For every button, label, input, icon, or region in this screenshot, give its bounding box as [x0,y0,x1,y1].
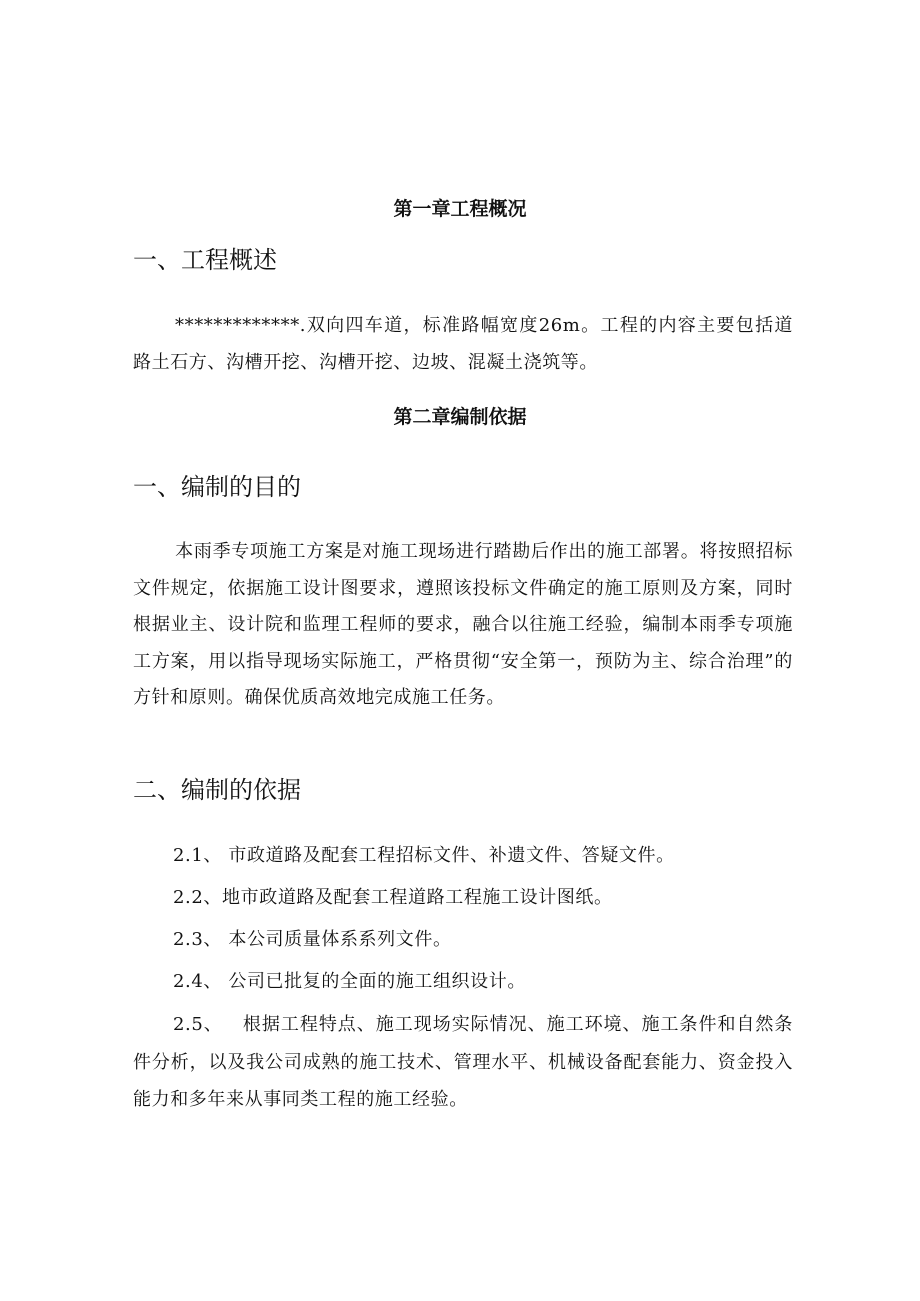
overview-paragraph [133,308,793,381]
basis-item-2-text: 2.2、地市政道路及配套工程道路工程施工设计图纸。 [173,887,613,908]
chapter-2-title: 第二章编制依据 [393,406,527,428]
basis-item-4-text: 2.4、 公司已批复的全面的施工组织设计。 [173,971,526,992]
section-overview-heading: 一、工程概述 [133,246,277,274]
basis-item-1 [133,837,793,874]
chapter-1-title: 第一章工程概况 [393,198,527,220]
section-purpose-heading: 一、编制的目的 [133,473,301,501]
basis-item-3 [133,921,793,958]
overview-paragraph-text: *************.双向四车道，标准路幅宽度26m。工程的内容主要包括道路土石方、沟槽开挖、沟槽开挖、边坡、混凝土浇筑等。 [133,315,793,373]
basis-item-3-text: 2.3、 本公司质量体系系列文件。 [173,929,452,950]
basis-item-5 [133,1006,793,1119]
section-basis-heading: 二、编制的依据 [133,776,301,804]
basis-item-2 [133,879,793,916]
basis-item-4 [133,963,793,1000]
purpose-paragraph [133,534,793,717]
basis-item-1-text: 2.1、 市政道路及配套工程招标文件、补遗文件、答疑文件。 [173,845,675,866]
basis-item-5-text: 2.5、 根据工程特点、施工现场实际情况、施工环境、施工条件和自然条件分析，以及我公司成熟的施工技术、管理水平、机械设备配套能力、资金投入能力和多年来从事同类工程的施工经验。 [133,1014,793,1110]
purpose-paragraph-text: 本雨季专项施工方案是对施工现场进行踏勘后作出的施工部署。将按照招标文件规定，依据施工设计图要求，遵照该投标文件确定的施工原则及方案，同时根据业主、设计院和监理工程师的要求，融合以往施工经验，编制本雨季专项施工方案，用以指导现场实际施工，严格贯彻“安全第一，预防为主、综合治理”的方针和原则。确保优质高效地完成施工任务。 [133,541,793,708]
